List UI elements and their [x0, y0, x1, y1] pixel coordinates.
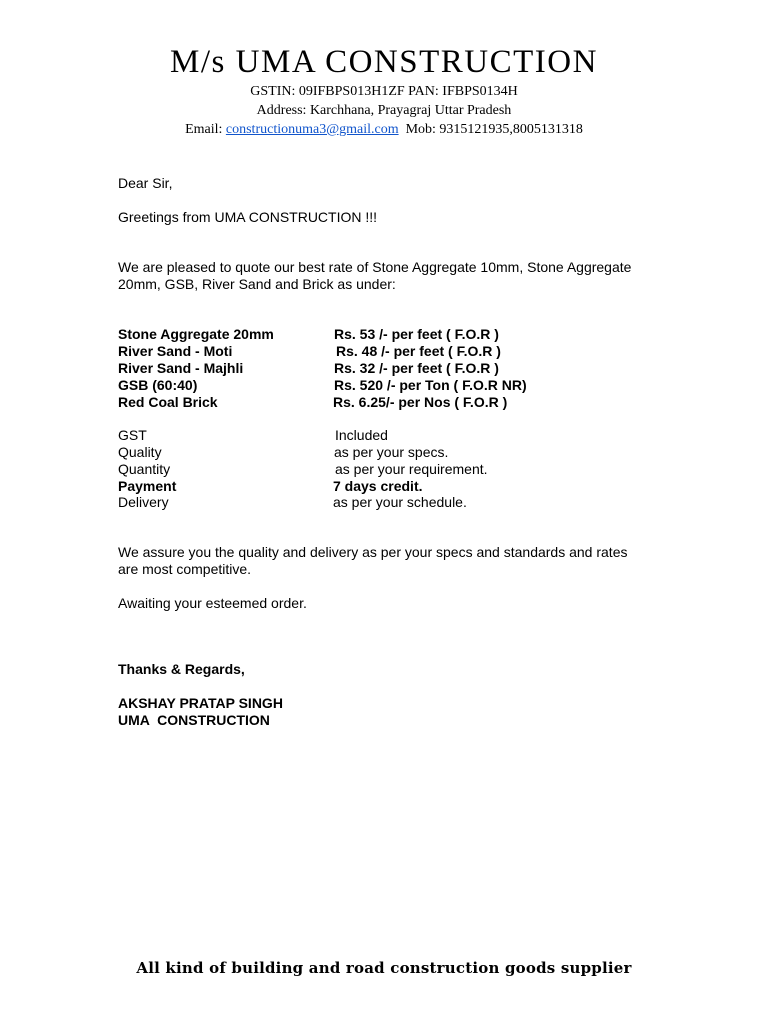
rate-item: Red Coal Brick — [118, 394, 218, 410]
term-value: as per your schedule. — [333, 494, 467, 510]
term-label: Payment — [118, 478, 177, 494]
company-title: M/s UMA CONSTRUCTION — [170, 44, 598, 80]
rate-row — [118, 360, 648, 377]
address-line: Address: Karchhana, Prayagraj Uttar Pradesh — [256, 103, 512, 118]
email-link[interactable]: constructionuma3@gmail.com — [225, 122, 399, 137]
salutation: Dear Sir, — [118, 175, 173, 191]
term-row — [118, 444, 648, 461]
rate-item: Stone Aggregate 20mm — [118, 326, 274, 342]
assurance-paragraph: We assure you the quality and delivery as per your specs and standards and rates are most competitive. — [118, 544, 628, 577]
rate-item: GSB (60:40) — [118, 377, 198, 393]
rate-value: Rs. 520 /- per Ton ( F.O.R NR) — [334, 377, 527, 393]
term-value: 7 days credit. — [333, 478, 423, 494]
mobile-numbers: Mob: 9315121935,8005131318 — [405, 122, 583, 137]
intro-paragraph: We are pleased to quote our best rate of Stone Aggregate 10mm, Stone Aggregate 20mm, GSB, River Sand and Brick as under: — [118, 259, 632, 292]
term-row — [118, 461, 648, 478]
rate-value: Rs. 32 /- per feet ( F.O.R ) — [334, 360, 499, 376]
rate-row — [118, 326, 648, 343]
term-row — [118, 427, 648, 444]
signatory-company: UMA CONSTRUCTION — [118, 712, 270, 728]
footer-tagline: All kind of building and road construction goods supplier — [136, 959, 632, 977]
email-label: Email: — [185, 122, 223, 137]
rate-row — [118, 343, 648, 360]
term-label: Quality — [118, 444, 162, 460]
closing-line: Thanks & Regards, — [118, 661, 245, 677]
rate-value: Rs. 6.25/- per Nos ( F.O.R ) — [333, 394, 508, 410]
contact-line — [0, 120, 768, 139]
rate-value: Rs. 53 /- per feet ( F.O.R ) — [334, 326, 499, 342]
greeting: Greetings from UMA CONSTRUCTION !!! — [118, 209, 378, 225]
term-label: GST — [118, 427, 147, 443]
rate-row — [118, 377, 648, 394]
term-row — [118, 494, 648, 511]
term-row — [118, 478, 648, 495]
rate-item: River Sand - Majhli — [118, 360, 244, 376]
term-value: Included — [335, 427, 388, 443]
signatory-name: AKSHAY PRATAP SINGH — [118, 695, 283, 711]
term-value: as per your specs. — [334, 444, 449, 460]
awaiting-line: Awaiting your esteemed order. — [118, 595, 307, 611]
term-label: Quantity — [118, 461, 171, 477]
term-label: Delivery — [118, 494, 169, 510]
letterhead-header — [0, 42, 768, 139]
term-value: as per your requirement. — [335, 461, 488, 477]
rate-value: Rs. 48 /- per feet ( F.O.R ) — [336, 343, 501, 359]
rate-row — [118, 394, 648, 411]
gstin-pan-line: GSTIN: 09IFBPS013H1ZF PAN: IFBPS0134H — [250, 84, 518, 99]
rate-item: River Sand - Moti — [118, 343, 233, 359]
